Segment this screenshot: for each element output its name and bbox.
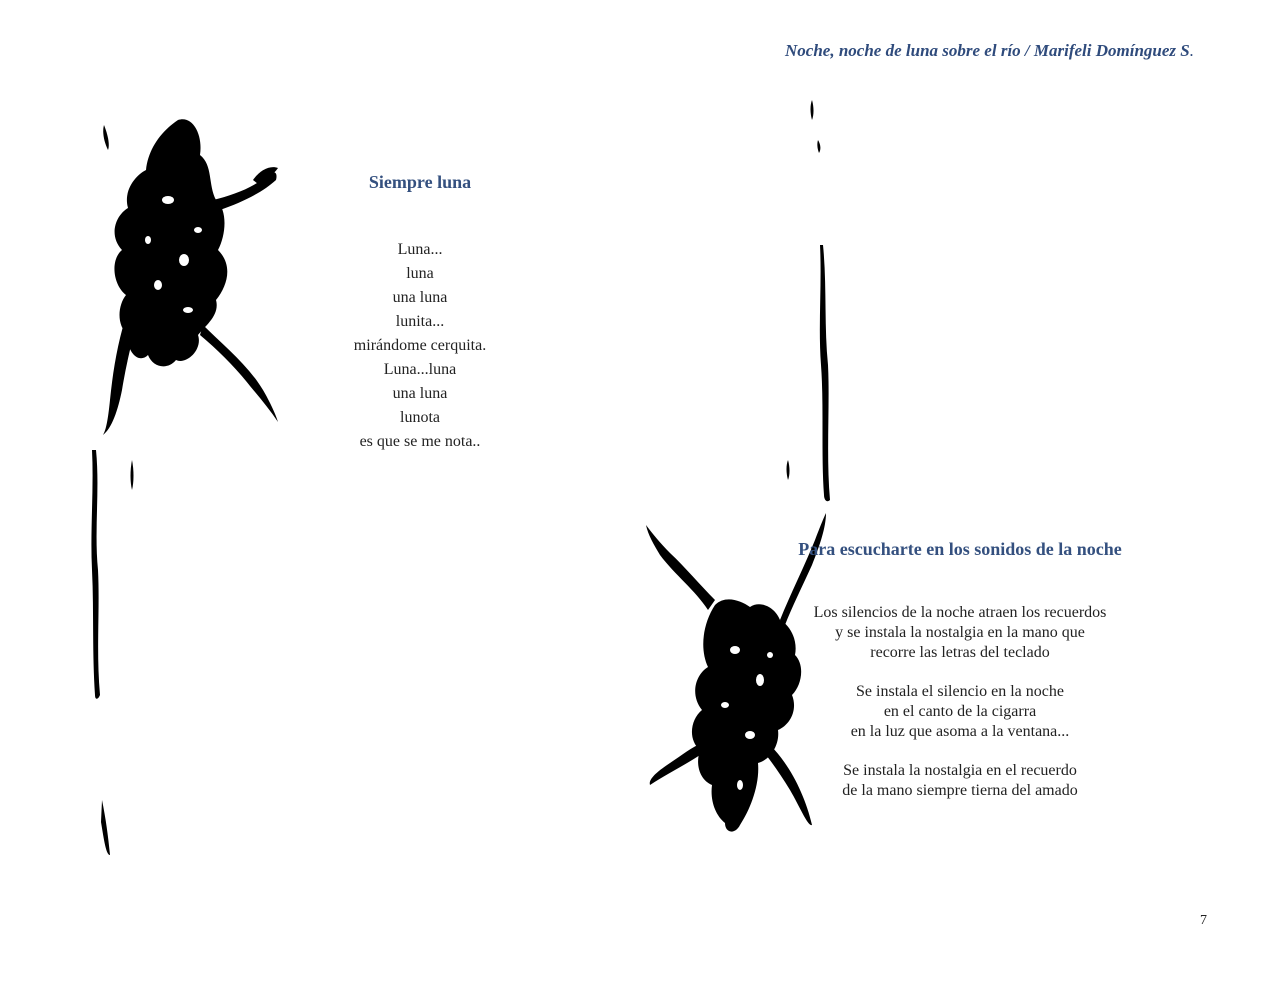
ink-blot-figure-top-left	[88, 110, 288, 860]
poem-line: una luna	[392, 385, 448, 402]
poem-stanza	[760, 761, 1160, 801]
poem-line: Se instala el silencio en la noche	[856, 683, 1064, 700]
poem-stanza	[260, 238, 580, 454]
poem-line: lunota	[400, 409, 440, 426]
page-number: 7	[1200, 913, 1207, 928]
running-header-title: Noche, noche de luna sobre el río / Marifeli Domínguez S	[785, 41, 1190, 60]
poem-title-para-escucharte: Para escucharte en los sonidos de la noche	[798, 539, 1122, 559]
running-header	[785, 41, 1194, 61]
poem-line: mirándome cerquita.	[353, 337, 487, 354]
poem-line: luna	[406, 265, 434, 282]
poem-line: una luna	[392, 289, 448, 306]
poem-line: Luna...	[397, 241, 443, 258]
poem-title-siempre-luna: Siempre luna	[368, 172, 472, 192]
poem-stanza	[760, 682, 1160, 742]
poem-line: Se instala la nostalgia en el recuerdo	[843, 762, 1077, 779]
poem-line: es que se me nota..	[359, 433, 481, 450]
poem-line: en la luz que asoma a la ventana...	[850, 723, 1070, 740]
poem-line: recorre las letras del teclado	[870, 644, 1050, 661]
poem-stanza	[760, 603, 1160, 663]
poem-line: en el canto de la cigarra	[883, 703, 1037, 720]
poem-line: Los silencios de la noche atraen los recuerdos	[813, 604, 1107, 621]
poem-line: de la mano siempre tierna del amado	[842, 782, 1078, 799]
poem-line: lunita...	[395, 313, 445, 330]
poem-line: Luna...luna	[383, 361, 457, 378]
running-header-period: .	[1189, 41, 1194, 60]
poem-line: y se instala la nostalgia en la mano que	[835, 624, 1085, 641]
